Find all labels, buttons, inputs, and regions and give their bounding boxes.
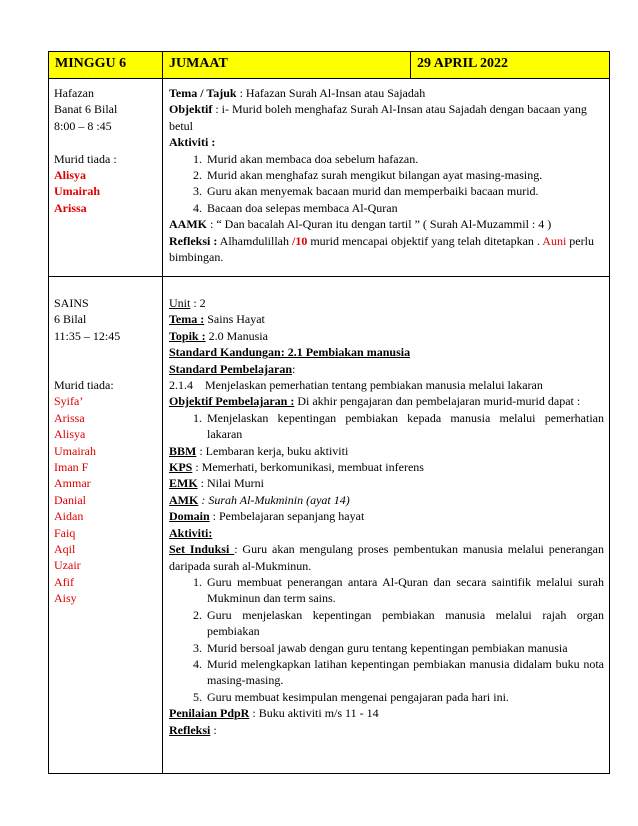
topik-line: Topik : 2.0 Manusia xyxy=(169,328,268,343)
subject: SAINS xyxy=(54,296,89,310)
absent-student: Faiq xyxy=(54,525,76,540)
list-item: 5. Guru membuat kesimpulan mengenai pengajaran pada hari ini. xyxy=(205,689,604,705)
time: 11:35 – 12:45 xyxy=(54,328,121,343)
achieved-count: /10 xyxy=(292,233,308,248)
list-item: 4. Bacaan doa selepas membaca Al-Quran xyxy=(205,200,604,216)
emk-line: EMK : Nilai Murni xyxy=(169,476,264,491)
session-hafazan-info xyxy=(49,79,163,277)
absent-student: Alisya xyxy=(54,427,86,442)
absent-student: Syifa’ xyxy=(54,394,84,409)
amk-line: AMK : Surah Al-Mukminin (ayat 14) xyxy=(169,492,350,507)
kps-line: KPS : Memerhati, berkomunikasi, membuat inferens xyxy=(169,460,424,475)
aktiviti-heading: Aktiviti : xyxy=(169,135,216,150)
class: Banat 6 Bilal xyxy=(54,102,118,117)
absent-label: Murid tiada : xyxy=(54,151,117,166)
bbm-line: BBM : Lembaran kerja, buku aktiviti xyxy=(169,443,349,458)
header-row xyxy=(49,52,610,79)
list-item: 1. Guru membuat penerangan antara Al-Quran dan secara saintifik melalui surah Mukminun dan term sains. xyxy=(205,574,604,607)
session-sains-content xyxy=(163,277,610,774)
day-cell: JUMAAT xyxy=(163,52,411,79)
list-item: 2. Guru menjelaskan kepentingan pembiakan manusia melalui rajah organ pembiakan xyxy=(205,607,604,640)
list-item: 3. Guru akan menyemak bacaan murid dan memperbaiki bacaan murid. xyxy=(205,183,604,199)
subject: Hafazan xyxy=(54,86,94,100)
tema-line: Tema : Sains Hayat xyxy=(169,312,265,327)
list-item: 1. Menjelaskan kepentingan pembiakan kepada manusia melalui pemerhatian lakaran xyxy=(205,410,604,443)
absent-student: Aisy xyxy=(54,591,77,606)
list-item: 4. Murid melengkapkan latihan kepentingan pembiakan manusia didalam buku nota masing-masing. xyxy=(205,656,604,689)
class: 6 Bilal xyxy=(54,312,87,327)
standard-pembelajaran-item: 2.1.4 Menjelaskan pemerhatian tentang pembiakan manusia melalui lakaran xyxy=(169,378,543,393)
student-name: Auni xyxy=(542,233,567,248)
domain-line: Domain : Pembelajaran sepanjang hayat xyxy=(169,509,365,524)
absent-student: Aqil xyxy=(54,542,76,557)
absent-student: Aidan xyxy=(54,509,84,524)
list-item: 2. Murid akan menghafaz surah mengikut bilangan ayat masing-masing. xyxy=(205,167,604,183)
absent-student: Umairah xyxy=(54,443,96,458)
set-induksi-line: Set Induksi : Guru akan mengulang proses pembentukan manusia melalui penerangan daripada surah al-Mukminun. xyxy=(169,542,604,573)
list-item: 1. Murid akan membaca doa sebelum hafazan. xyxy=(205,151,604,167)
absent-student: Ammar xyxy=(54,476,91,491)
aamk-line: AAMK : “ Dan bacalah Al-Quran itu dengan tartil ” ( Surah Al-Muzammil : 4 ) xyxy=(169,217,552,232)
standard-pembelajaran-heading: Standard Pembelajaran: xyxy=(169,361,296,376)
date-cell: 29 APRIL 2022 xyxy=(411,52,610,79)
absent-student: Iman F xyxy=(54,460,89,475)
absent-student: Afif xyxy=(54,574,74,589)
objektif-list xyxy=(169,410,604,443)
list-item: 3. Murid bersoal jawab dengan guru tentang kepentingan pembiakan manusia xyxy=(205,640,604,656)
refleksi-line: Refleksi : Alhamdulillah /10 murid mencapai objektif yang telah ditetapkan . Auni perlu bimbingan. xyxy=(169,233,594,265)
aktiviti-heading: Aktiviti: xyxy=(169,525,213,540)
unit-line: Unit : 2 xyxy=(169,296,206,310)
week-cell: MINGGU 6 xyxy=(49,52,163,79)
absent-student: Uzair xyxy=(54,558,81,573)
session-hafazan-row xyxy=(49,79,610,277)
tema-line: Tema / Tajuk : Hafazan Surah Al-Insan atau Sajadah xyxy=(169,86,426,100)
penilaian-line: Penilaian PdpR : Buku aktiviti m/s 11 - 14 xyxy=(169,706,379,721)
session-sains-info xyxy=(49,277,163,774)
objektif-line: Objektif Pembelajaran : Di akhir pengajaran dan pembelajaran murid-murid dapat : xyxy=(169,394,581,409)
aktiviti-list xyxy=(169,151,604,217)
absent-student: Alisya xyxy=(54,168,87,183)
aktiviti-list xyxy=(169,574,604,705)
standard-kandungan: Standard Kandungan: 2.1 Pembiakan manusia xyxy=(169,345,411,360)
absent-student: Umairah xyxy=(54,184,100,199)
lesson-plan-table xyxy=(48,51,610,774)
objektif-line: Objektif : i- Murid boleh menghafaz Surah Al-Insan atau Sajadah dengan bacaan yang betul xyxy=(169,102,587,133)
absent-student: Arissa xyxy=(54,410,85,425)
session-sains-row xyxy=(49,277,610,774)
absent-student: Danial xyxy=(54,492,86,507)
time: 8:00 – 8 :45 xyxy=(54,118,112,133)
session-hafazan-content xyxy=(163,79,610,277)
absent-label: Murid tiada: xyxy=(54,378,114,392)
absent-student: Arissa xyxy=(54,200,87,215)
refleksi-line: Refleksi : xyxy=(169,722,217,737)
